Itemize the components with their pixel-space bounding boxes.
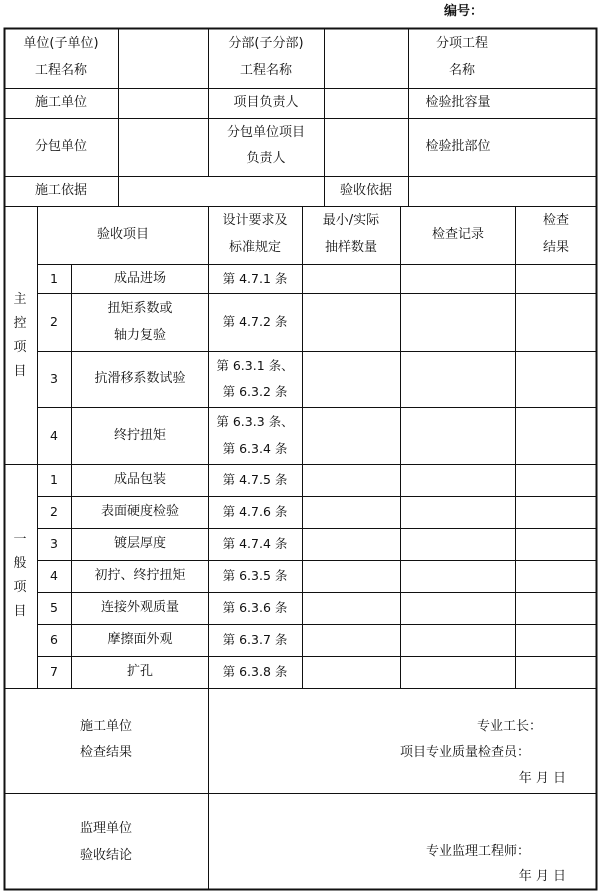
column-record-header: 检查记录 bbox=[431, 227, 485, 242]
general-row-1-name: 成品包装 bbox=[113, 472, 167, 487]
general-row-5-clause: 第 6.3.6 条 bbox=[222, 600, 288, 615]
general-row-4-clause: 第 6.3.5 条 bbox=[222, 568, 288, 583]
column-item-header: 验收项目 bbox=[96, 227, 150, 242]
foreman-label: 专业工长： bbox=[476, 719, 542, 734]
general-row-1-no: 1 bbox=[50, 472, 58, 487]
subitem-name-label-2: 名称 bbox=[448, 63, 476, 78]
main-row-4-no: 4 bbox=[50, 428, 58, 443]
main-row-1-clause: 第 4.7.1 条 bbox=[222, 271, 288, 286]
general-row-1-clause: 第 4.7.5 条 bbox=[222, 472, 288, 487]
main-row-1-name: 成品进场 bbox=[113, 271, 167, 286]
main-row-2-no: 2 bbox=[50, 314, 58, 329]
general-row-5-no: 5 bbox=[50, 600, 58, 615]
main-row-2-name-2: 轴力复验 bbox=[113, 328, 167, 343]
general-row-2-clause: 第 4.7.6 条 bbox=[222, 504, 288, 519]
column-sample-header-2: 抽样数量 bbox=[324, 240, 378, 255]
general-row-7-name: 扩孔 bbox=[126, 664, 154, 679]
column-design-header-2: 标准规定 bbox=[228, 240, 282, 255]
batch-capacity-label: 检验批容量 bbox=[425, 95, 491, 110]
supervision-date: 年 月 日 bbox=[518, 869, 566, 884]
subcontract-manager-label-1: 分包单位项目 bbox=[226, 125, 306, 140]
general-row-4-no: 4 bbox=[50, 568, 58, 583]
main-row-3-no: 3 bbox=[50, 371, 58, 386]
quality-inspector-label: 项目专业质量检查员： bbox=[399, 745, 530, 760]
general-section-label: 一般项目 bbox=[13, 532, 27, 619]
general-row-5-name: 连接外观质量 bbox=[100, 600, 180, 615]
column-design-header-1: 设计要求及 bbox=[222, 213, 288, 228]
subcontract-unit-label: 分包单位 bbox=[34, 139, 88, 154]
construction-check-label-1: 施工单位 bbox=[79, 719, 133, 734]
general-row-4-name: 初拧、终拧扭矩 bbox=[94, 568, 186, 583]
column-result-header-2: 结果 bbox=[542, 240, 570, 255]
general-row-6-clause: 第 6.3.7 条 bbox=[222, 632, 288, 647]
main-row-2-clause: 第 4.7.2 条 bbox=[222, 314, 288, 329]
general-row-3-clause: 第 4.7.4 条 bbox=[222, 536, 288, 551]
acceptance-basis-label: 验收依据 bbox=[339, 183, 393, 198]
division-name-label-2: 工程名称 bbox=[239, 63, 293, 78]
general-row-3-no: 3 bbox=[50, 536, 58, 551]
general-row-2-no: 2 bbox=[50, 504, 58, 519]
batch-location-label: 检验批部位 bbox=[425, 139, 491, 154]
subitem-name-label-1: 分项工程 bbox=[435, 36, 489, 51]
main-row-4-name: 终拧扭矩 bbox=[113, 428, 167, 443]
division-name-label-1: 分部(子分部) bbox=[228, 36, 304, 51]
general-row-6-name: 摩擦面外观 bbox=[107, 632, 173, 647]
column-sample-header-1: 最小/实际 bbox=[322, 213, 380, 228]
unit-name-label-1: 单位(子单位) bbox=[23, 36, 99, 51]
construction-check-date: 年 月 日 bbox=[518, 771, 566, 786]
general-row-3-name: 镀层厚度 bbox=[113, 536, 167, 551]
general-row-2-name: 表面硬度检验 bbox=[100, 504, 180, 519]
main-row-2-name-1: 扭矩系数或 bbox=[107, 301, 173, 316]
general-row-7-no: 7 bbox=[50, 664, 58, 679]
main-row-4-clause-2: 第 6.3.4 条 bbox=[222, 441, 288, 456]
supervision-label-1: 监理单位 bbox=[79, 821, 133, 836]
doc-number-label: 编号： bbox=[444, 4, 484, 19]
project-manager-label: 项目负责人 bbox=[233, 95, 299, 110]
column-result-header-1: 检查 bbox=[542, 213, 570, 228]
main-row-3-clause-2: 第 6.3.2 条 bbox=[222, 384, 288, 399]
general-row-6-no: 6 bbox=[50, 632, 58, 647]
main-row-4-clause-1: 第 6.3.3 条、 bbox=[216, 414, 294, 429]
general-row-7-clause: 第 6.3.8 条 bbox=[222, 664, 288, 679]
supervision-label-2: 验收结论 bbox=[79, 848, 133, 863]
main-control-section-label: 主控项目 bbox=[13, 292, 27, 379]
unit-name-label-2: 工程名称 bbox=[34, 63, 88, 78]
construction-check-label-2: 检查结果 bbox=[79, 745, 133, 760]
construction-basis-label: 施工依据 bbox=[34, 183, 88, 198]
main-row-3-name: 抗滑移系数试验 bbox=[94, 371, 186, 386]
supervision-engineer-label: 专业监理工程师： bbox=[425, 844, 530, 859]
main-row-3-clause-1: 第 6.3.1 条、 bbox=[216, 358, 294, 373]
subcontract-manager-label-2: 负责人 bbox=[246, 151, 286, 166]
construction-unit-label: 施工单位 bbox=[34, 95, 88, 110]
main-row-1-no: 1 bbox=[50, 271, 58, 286]
